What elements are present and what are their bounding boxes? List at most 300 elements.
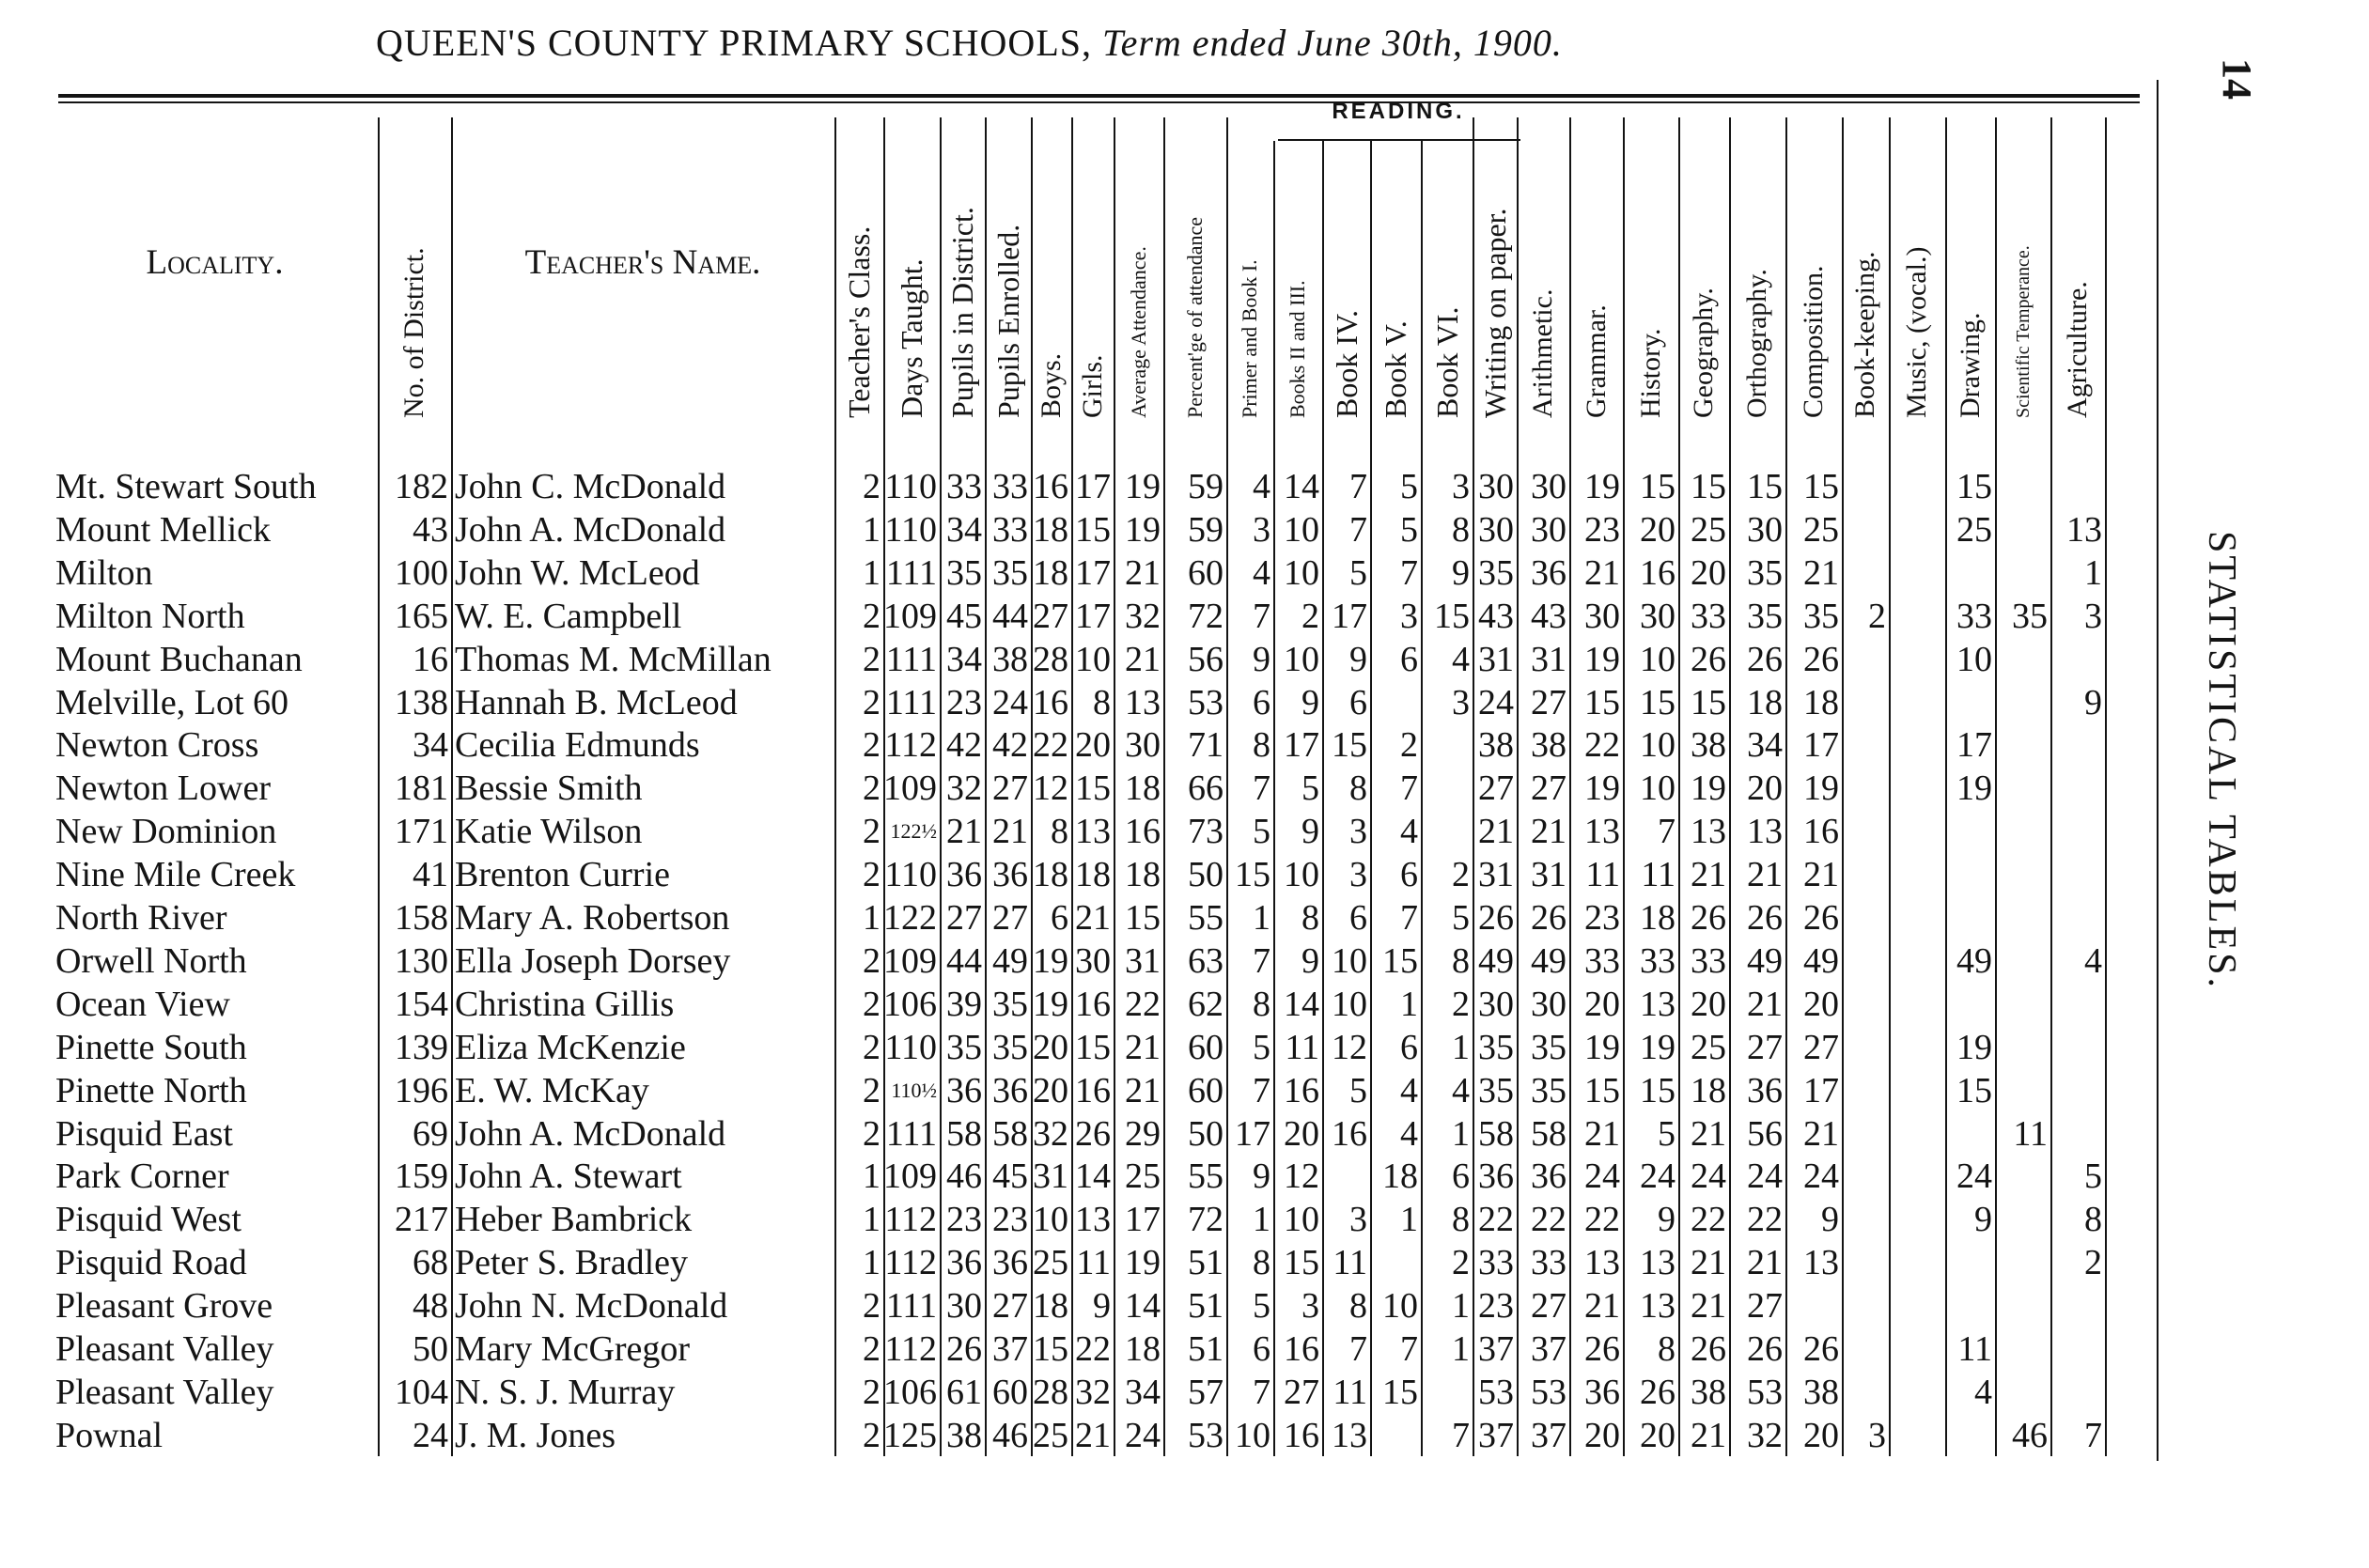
cell-avg-att: 17 (1125, 1200, 1161, 1240)
table-row (0, 767, 2161, 810)
cell-bookkeeping (1842, 896, 1886, 939)
cell-grammar: 22 (1584, 1200, 1620, 1240)
cell-book5: 6 (1400, 639, 1418, 679)
cell-locality: Pisquid West (55, 1200, 242, 1240)
cell-locality: Mount Mellick (55, 509, 272, 550)
cell-music (1889, 681, 1942, 724)
cell-avg-att: 19 (1125, 1243, 1161, 1283)
cell-orthography: 53 (1747, 1372, 1783, 1412)
cell-primer: 1 (1253, 1200, 1270, 1240)
cell-district: 139 (395, 1027, 448, 1067)
cell-days: 111 (885, 1286, 937, 1327)
cell-grammar: 19 (1584, 467, 1620, 506)
cell-agriculture: 13 (2066, 509, 2102, 550)
cell-sci-temp: 11 (2013, 1113, 2048, 1154)
cell-locality: Newton Lower (55, 768, 271, 809)
cell-history: 15 (1640, 467, 1675, 506)
cell-history: 16 (1640, 552, 1675, 593)
cell-music (1889, 1241, 1942, 1284)
cell-sci-temp (1995, 681, 2048, 724)
cell-arith: 31 (1531, 855, 1566, 895)
cell-book5: 7 (1400, 552, 1418, 593)
cell-grammar: 13 (1584, 1243, 1620, 1283)
cell-book6 (1421, 1371, 1470, 1414)
cell-bookkeeping (1842, 1284, 1886, 1327)
column-header-boys: Boys. (1035, 352, 1067, 418)
cell-grammar: 11 (1585, 855, 1620, 895)
cell-pupils-district: 36 (946, 1070, 982, 1110)
cell-geography: 26 (1691, 639, 1726, 679)
cell-drawing (1945, 810, 1992, 853)
cell-girls: 8 (1093, 682, 1111, 722)
cell-book6: 8 (1452, 1200, 1470, 1240)
table-row (0, 939, 2161, 983)
cell-pct-att: 60 (1188, 1027, 1223, 1067)
cell-girls: 11 (1076, 1243, 1111, 1283)
cell-book5 (1370, 1414, 1418, 1457)
cell-composition: 15 (1803, 467, 1839, 506)
table-row (0, 1155, 2161, 1198)
cell-girls: 18 (1075, 855, 1111, 895)
cell-agriculture (2050, 465, 2102, 508)
cell-sci-temp (1995, 810, 2048, 853)
cell-arith: 22 (1531, 1200, 1566, 1240)
cell-days: 110 (884, 467, 937, 506)
cell-composition: 38 (1803, 1372, 1839, 1412)
table-row (0, 638, 2161, 681)
cell-book6: 1 (1452, 1027, 1470, 1067)
cell-orthography: 34 (1747, 725, 1783, 766)
cell-writing: 58 (1478, 1113, 1514, 1154)
cell-days: 110 (884, 855, 937, 895)
header-rule-thin (58, 101, 2140, 103)
cell-bookkeeping (1842, 1327, 1886, 1371)
cell-book5 (1370, 1241, 1418, 1284)
cell-book6: 8 (1452, 509, 1470, 550)
cell-district: 48 (413, 1286, 448, 1327)
cell-pct-att: 55 (1188, 898, 1223, 938)
cell-primer: 3 (1253, 509, 1270, 550)
cell-class: 2 (863, 1372, 881, 1412)
cell-books23: 10 (1284, 855, 1319, 895)
cell-grammar: 19 (1584, 639, 1620, 679)
cell-grammar: 23 (1584, 898, 1620, 938)
cell-avg-att: 32 (1125, 596, 1161, 636)
cell-book5: 10 (1382, 1286, 1418, 1327)
cell-books23: 12 (1284, 1157, 1319, 1197)
cell-pupils-enrolled: 23 (992, 1200, 1028, 1240)
cell-book4: 7 (1349, 1329, 1367, 1369)
cell-book5: 7 (1400, 1329, 1418, 1369)
cell-books23: 20 (1284, 1113, 1319, 1154)
cell-book4: 10 (1332, 984, 1367, 1024)
cell-agriculture: 9 (2084, 682, 2102, 722)
title-main: QUEEN'S COUNTY PRIMARY SCHOOLS, (376, 22, 1092, 64)
cell-teacher: Bessie Smith (455, 768, 643, 809)
cell-writing: 35 (1478, 1027, 1514, 1067)
cell-drawing (1945, 551, 1992, 595)
cell-book6: 8 (1452, 940, 1470, 981)
cell-grammar: 20 (1584, 984, 1620, 1024)
cell-book5: 7 (1400, 898, 1418, 938)
column-header-teacher: Teacher's Name. (524, 243, 761, 282)
cell-avg-att: 16 (1125, 812, 1161, 852)
cell-arith: 37 (1531, 1329, 1566, 1369)
cell-drawing (1945, 896, 1992, 939)
cell-days: 109 (883, 596, 937, 636)
cell-sci-temp (1995, 853, 2048, 896)
cell-grammar: 19 (1584, 768, 1620, 809)
cell-pupils-enrolled: 44 (992, 596, 1028, 636)
cell-boys: 12 (1033, 768, 1068, 809)
cell-history: 5 (1658, 1113, 1675, 1154)
cell-book6: 3 (1452, 682, 1470, 722)
cell-composition: 26 (1803, 639, 1839, 679)
cell-days: 122½ (890, 819, 937, 844)
cell-pupils-district: 45 (946, 596, 982, 636)
cell-avg-att: 14 (1125, 1286, 1161, 1327)
cell-agriculture (2050, 1069, 2102, 1112)
cell-days: 112 (884, 1200, 937, 1240)
cell-sci-temp (1995, 896, 2048, 939)
cell-teacher: Cecilia Edmunds (455, 725, 700, 766)
cell-days: 112 (884, 725, 937, 766)
cell-book4: 10 (1332, 940, 1367, 981)
cell-sci-temp (1995, 1241, 2048, 1284)
cell-sci-temp (1995, 465, 2048, 508)
cell-pupils-enrolled: 35 (992, 552, 1028, 593)
cell-locality: Pleasant Grove (55, 1286, 273, 1327)
cell-primer: 5 (1253, 1286, 1270, 1327)
cell-agriculture: 2 (2084, 1243, 2102, 1283)
cell-locality: Pownal (55, 1415, 163, 1455)
cell-agriculture (2050, 983, 2102, 1026)
cell-district: 43 (413, 509, 448, 550)
cell-grammar: 21 (1584, 1113, 1620, 1154)
cell-geography: 22 (1691, 1200, 1726, 1240)
column-header-district: No. of District. (398, 247, 429, 418)
cell-primer: 7 (1253, 596, 1270, 636)
cell-arith: 49 (1531, 940, 1566, 981)
cell-primer: 8 (1253, 725, 1270, 766)
cell-primer: 7 (1253, 1372, 1270, 1412)
cell-orthography: 21 (1747, 1243, 1783, 1283)
cell-agriculture (2050, 723, 2102, 767)
cell-teacher: Eliza McKenzie (455, 1027, 686, 1067)
cell-boys: 31 (1033, 1157, 1068, 1197)
cell-pupils-enrolled: 49 (992, 940, 1028, 981)
cell-pupils-district: 35 (946, 1027, 982, 1067)
cell-drawing: 17 (1956, 725, 1992, 766)
cell-class: 1 (863, 1200, 881, 1240)
cell-agriculture (2050, 810, 2102, 853)
reading-group-label: READING. (1332, 99, 1465, 124)
cell-days: 122 (883, 898, 937, 938)
column-header-drawing: Drawing. (1954, 312, 1986, 418)
cell-book4 (1322, 1155, 1367, 1198)
cell-boys: 25 (1033, 1415, 1068, 1455)
cell-boys: 18 (1033, 855, 1068, 895)
cell-avg-att: 19 (1125, 467, 1161, 506)
cell-teacher: Katie Wilson (455, 812, 643, 852)
cell-pupils-district: 36 (946, 855, 982, 895)
cell-book4: 5 (1349, 552, 1367, 593)
cell-pupils-district: 35 (946, 552, 982, 593)
cell-class: 2 (863, 812, 881, 852)
cell-history: 30 (1640, 596, 1675, 636)
cell-arith: 36 (1531, 1157, 1566, 1197)
cell-sci-temp (1995, 939, 2048, 983)
cell-arith: 26 (1531, 898, 1566, 938)
cell-class: 2 (863, 984, 881, 1024)
cell-bookkeeping (1842, 723, 1886, 767)
cell-pct-att: 57 (1188, 1372, 1223, 1412)
cell-pupils-enrolled: 27 (992, 898, 1028, 938)
cell-avg-att: 31 (1125, 940, 1161, 981)
cell-district: 104 (395, 1372, 448, 1412)
cell-bookkeeping (1842, 638, 1886, 681)
cell-writing: 31 (1478, 639, 1514, 679)
cell-composition: 18 (1803, 682, 1839, 722)
cell-pct-att: 66 (1188, 768, 1223, 809)
cell-book4: 13 (1332, 1415, 1367, 1455)
cell-girls: 15 (1075, 509, 1111, 550)
cell-boys: 20 (1033, 1027, 1068, 1067)
cell-locality: Mount Buchanan (55, 639, 303, 679)
cell-locality: North River (55, 898, 227, 938)
cell-pupils-district: 44 (946, 940, 982, 981)
cell-class: 1 (863, 1157, 881, 1197)
cell-drawing: 9 (1974, 1200, 1992, 1240)
cell-district: 138 (395, 682, 448, 722)
cell-pupils-enrolled: 45 (992, 1157, 1028, 1197)
cell-locality: Pleasant Valley (55, 1329, 274, 1369)
cell-composition: 16 (1803, 812, 1839, 852)
cell-music (1889, 853, 1942, 896)
cell-boys: 27 (1033, 596, 1068, 636)
column-header-music: Music, (vocal.) (1901, 246, 1932, 418)
cell-class: 2 (863, 768, 881, 809)
cell-books23: 10 (1284, 639, 1319, 679)
cell-geography: 20 (1691, 552, 1726, 593)
cell-arith: 27 (1531, 682, 1566, 722)
cell-avg-att: 29 (1125, 1113, 1161, 1154)
cell-orthography: 26 (1747, 1329, 1783, 1369)
cell-books23: 14 (1284, 984, 1319, 1024)
cell-agriculture (2050, 1112, 2102, 1156)
cell-class: 2 (863, 1070, 881, 1110)
cell-boys: 32 (1033, 1113, 1068, 1154)
cell-teacher: Mary McGregor (455, 1329, 691, 1369)
cell-class: 1 (863, 552, 881, 593)
cell-girls: 9 (1093, 1286, 1111, 1327)
cell-bookkeeping (1842, 1371, 1886, 1414)
cell-book6: 1 (1452, 1113, 1470, 1154)
cell-book6: 5 (1452, 898, 1470, 938)
cell-composition: 25 (1803, 509, 1839, 550)
cell-locality: Pinette North (55, 1070, 247, 1110)
cell-composition: 19 (1803, 768, 1839, 809)
cell-avg-att: 13 (1125, 682, 1161, 722)
cell-drawing (1945, 1414, 1992, 1457)
column-header-orthography: Orthography. (1741, 269, 1772, 418)
cell-pct-att: 55 (1188, 1157, 1223, 1197)
cell-orthography: 36 (1747, 1070, 1783, 1110)
column-header-composition: Composition. (1798, 265, 1829, 418)
cell-bookkeeping (1842, 853, 1886, 896)
cell-sci-temp (1995, 723, 2048, 767)
column-header-bookkeeping: Book-keeping. (1849, 251, 1880, 418)
cell-orthography: 20 (1747, 768, 1783, 809)
cell-class: 1 (863, 1243, 881, 1283)
cell-music (1889, 1414, 1942, 1457)
cell-book4: 12 (1332, 1027, 1367, 1067)
cell-book4: 11 (1333, 1372, 1367, 1412)
cell-sci-temp: 46 (2012, 1415, 2048, 1455)
cell-book5: 2 (1400, 725, 1418, 766)
cell-book6: 2 (1452, 855, 1470, 895)
cell-boys: 18 (1033, 509, 1068, 550)
cell-book4: 3 (1349, 855, 1367, 895)
cell-book6: 4 (1452, 1070, 1470, 1110)
cell-sci-temp (1995, 638, 2048, 681)
cell-books23: 9 (1301, 812, 1319, 852)
cell-primer: 15 (1235, 855, 1270, 895)
cell-grammar: 22 (1584, 725, 1620, 766)
cell-pupils-enrolled: 24 (992, 682, 1028, 722)
cell-orthography: 56 (1747, 1113, 1783, 1154)
cell-orthography: 27 (1747, 1027, 1783, 1067)
cell-book4: 5 (1349, 1070, 1367, 1110)
cell-sci-temp (1995, 983, 2048, 1026)
cell-composition: 26 (1803, 1329, 1839, 1369)
cell-bookkeeping (1842, 1155, 1886, 1198)
reading-group-rule (1278, 139, 1520, 141)
cell-books23: 5 (1301, 768, 1319, 809)
cell-arith: 33 (1531, 1243, 1566, 1283)
cell-sci-temp: 35 (2012, 596, 2048, 636)
cell-pupils-enrolled: 38 (992, 639, 1028, 679)
cell-geography: 38 (1691, 1372, 1726, 1412)
cell-girls: 21 (1075, 898, 1111, 938)
cell-district: 34 (413, 725, 448, 766)
cell-writing: 22 (1478, 1200, 1514, 1240)
cell-locality: Milton (55, 552, 153, 593)
side-title: STATISTICAL TABLES. (2200, 531, 2243, 990)
cell-agriculture: 5 (2084, 1157, 2102, 1197)
cell-agriculture: 8 (2084, 1200, 2102, 1240)
cell-book4: 11 (1333, 1243, 1367, 1283)
cell-girls: 32 (1075, 1372, 1111, 1412)
cell-arith: 21 (1531, 812, 1566, 852)
cell-pupils-enrolled: 36 (992, 1070, 1028, 1110)
cell-bookkeeping: 3 (1868, 1415, 1886, 1455)
column-header-book4: Book IV. (1329, 310, 1364, 418)
cell-history: 26 (1640, 1372, 1675, 1412)
column-header-history: History. (1634, 328, 1666, 418)
table-row (0, 853, 2161, 896)
cell-locality: Pinette South (55, 1027, 247, 1067)
cell-books23: 10 (1284, 1200, 1319, 1240)
cell-teacher: Brenton Currie (455, 855, 671, 895)
cell-teacher: John A. Stewart (455, 1157, 682, 1197)
cell-district: 165 (395, 596, 448, 636)
cell-bookkeeping (1842, 1026, 1886, 1069)
cell-history: 13 (1640, 984, 1675, 1024)
cell-history: 33 (1640, 940, 1675, 981)
cell-drawing: 10 (1956, 639, 1992, 679)
cell-book4: 6 (1349, 898, 1367, 938)
cell-district: 16 (413, 639, 448, 679)
cell-agriculture (2050, 896, 2102, 939)
cell-geography: 18 (1691, 1070, 1726, 1110)
cell-avg-att: 34 (1125, 1372, 1161, 1412)
cell-bookkeeping (1842, 551, 1886, 595)
cell-bookkeeping (1842, 508, 1886, 551)
cell-bookkeeping (1842, 465, 1886, 508)
cell-geography: 21 (1691, 1286, 1726, 1327)
cell-days: 112 (884, 1243, 937, 1283)
column-header-agriculture: Agriculture. (2062, 281, 2093, 418)
cell-girls: 17 (1075, 467, 1111, 506)
cell-locality: Mt. Stewart South (55, 467, 317, 506)
cell-music (1889, 723, 1942, 767)
cell-pct-att: 59 (1188, 467, 1223, 506)
cell-orthography: 30 (1747, 509, 1783, 550)
cell-bookkeeping (1842, 939, 1886, 983)
cell-boys: 25 (1033, 1243, 1068, 1283)
cell-book6 (1421, 723, 1470, 767)
cell-days: 112 (884, 1329, 937, 1369)
cell-teacher: W. E. Campbell (455, 596, 682, 636)
cell-agriculture (2050, 1026, 2102, 1069)
cell-bookkeeping: 2 (1868, 596, 1886, 636)
cell-pupils-enrolled: 21 (992, 812, 1028, 852)
cell-history: 7 (1658, 812, 1675, 852)
cell-drawing: 24 (1956, 1157, 1992, 1197)
cell-pupils-enrolled: 36 (992, 1243, 1028, 1283)
cell-book6 (1421, 767, 1470, 810)
cell-teacher: Thomas M. McMillan (455, 639, 771, 679)
cell-teacher: John C. McDonald (455, 467, 726, 506)
cell-book6: 2 (1452, 1243, 1470, 1283)
cell-history: 10 (1640, 725, 1675, 766)
cell-music (1889, 939, 1942, 983)
cell-history: 13 (1640, 1243, 1675, 1283)
cell-girls: 15 (1075, 1027, 1111, 1067)
cell-composition: 49 (1803, 940, 1839, 981)
cell-teacher: Hannah B. McLeod (455, 682, 738, 722)
cell-days: 106 (883, 984, 937, 1024)
cell-girls: 15 (1075, 768, 1111, 809)
cell-orthography: 21 (1747, 855, 1783, 895)
cell-grammar: 36 (1584, 1372, 1620, 1412)
cell-class: 2 (863, 725, 881, 766)
cell-book4: 9 (1349, 639, 1367, 679)
cell-days: 109 (883, 940, 937, 981)
column-header-pupils-district: Pupils in District. (945, 207, 979, 418)
cell-locality: Pisquid East (55, 1113, 233, 1154)
cell-avg-att: 18 (1125, 768, 1161, 809)
cell-drawing (1945, 853, 1992, 896)
cell-geography: 19 (1691, 768, 1726, 809)
cell-book6 (1421, 810, 1470, 853)
cell-writing: 49 (1478, 940, 1514, 981)
cell-avg-att: 30 (1125, 725, 1161, 766)
cell-grammar: 23 (1584, 509, 1620, 550)
cell-district: 159 (395, 1157, 448, 1197)
cell-pupils-enrolled: 36 (992, 855, 1028, 895)
